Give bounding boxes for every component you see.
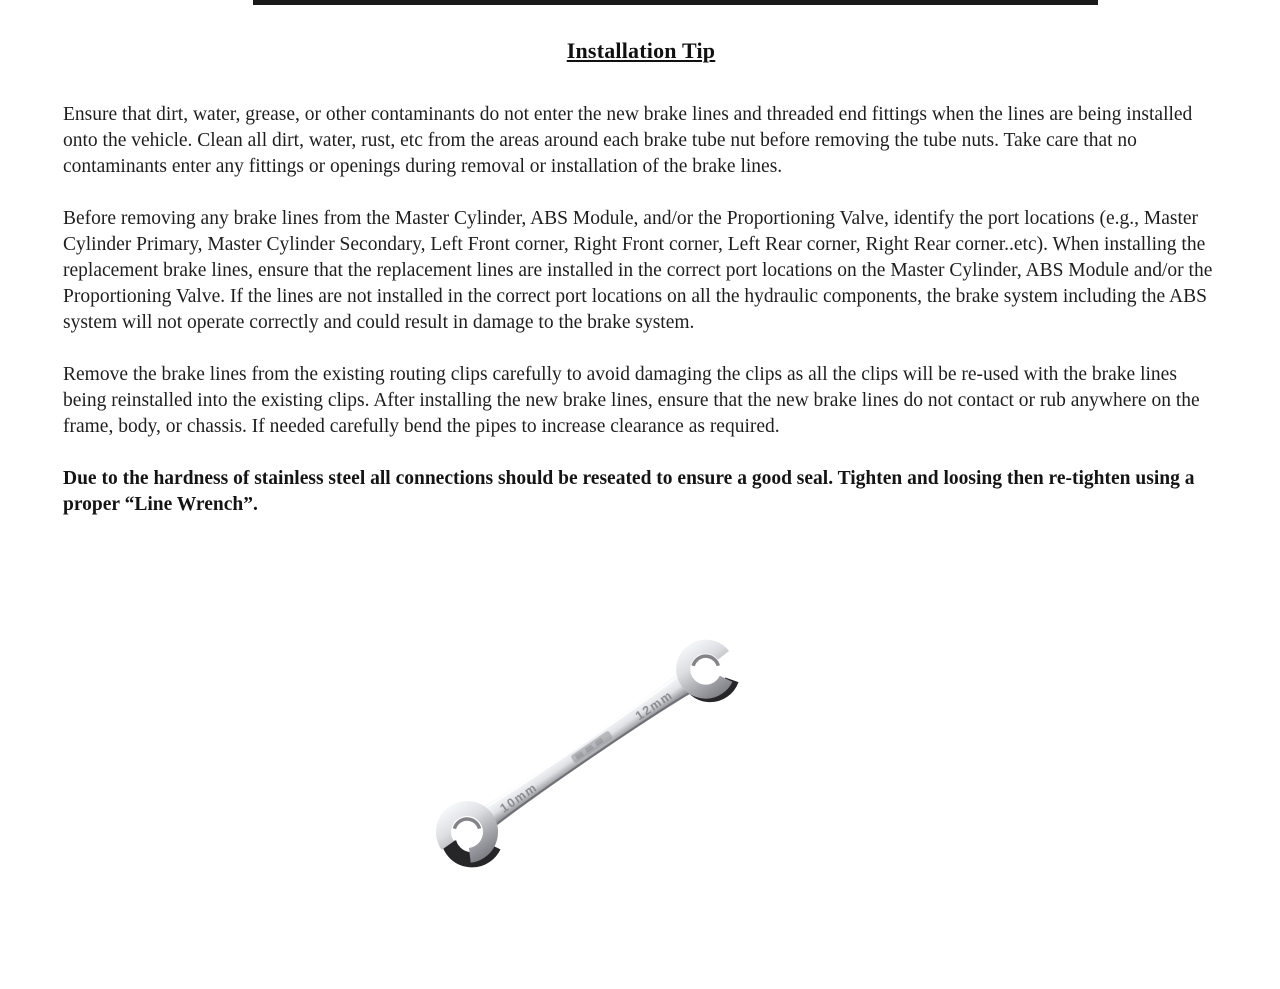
line-wrench-illustration [425,628,765,888]
wrench-size-10mm-label: 10mm [497,780,541,816]
paragraph-contaminants: Ensure that dirt, water, grease, or other contaminants do not enter the new brake lines and threaded end fittings when the lines are being installed onto the vehicle. Clean all dirt, water, rust, etc from the areas around each brake tube nut before removing the tube nuts. Take care that no contaminants enter any fittings or openings during removal or installation of the brake lines. [63,104,1193,177]
paragraph-port-locations: Before removing any brake lines from the Master Cylinder, ABS Module, and/or the Proportioning Valve, identify the port locations (e.g., Master Cylinder Primary, Master Cylinder Secondary, Left Front corner, Right Front corner, Left Rear corner, Right Rear corner..etc). When installing the replacement brake lines, ensure that the replacement lines are installed in the correct port locations on the Master Cylinder, ABS Module and/or the Proportioning Valve. If the lines are not installed in the correct port locations on all the hydraulic components, the brake system including the ABS system will not operate correctly and could result in damage to the brake system. [63,208,1213,333]
wrench-shaft-shadow-edge [491,689,692,827]
paragraph-line-wrench-warning: Due to the hardness of stainless steel all connections should be reseated to ensure a good seal. Tighten and loosing then re-tighten using a proper “Line Wrench”. [63,468,1195,515]
wrench-size-12mm-label: 12mm [632,687,676,724]
page-title: Installation Tip [566,38,716,63]
paragraph-routing-clips: Remove the brake lines from the existing routing clips carefully to avoid damaging the clips as all the clips will be re-used with the brake lines being reinstalled into the existing clips. After installing the new brake lines, ensure that the new brake lines do not contact or rub anywhere on the frame, body, or chassis. If needed carefully bend the pipes to increase clearance as required. [63,364,1200,437]
line-wrench-photo [425,628,765,888]
wrench-shaft-highlight-edge [481,674,682,812]
